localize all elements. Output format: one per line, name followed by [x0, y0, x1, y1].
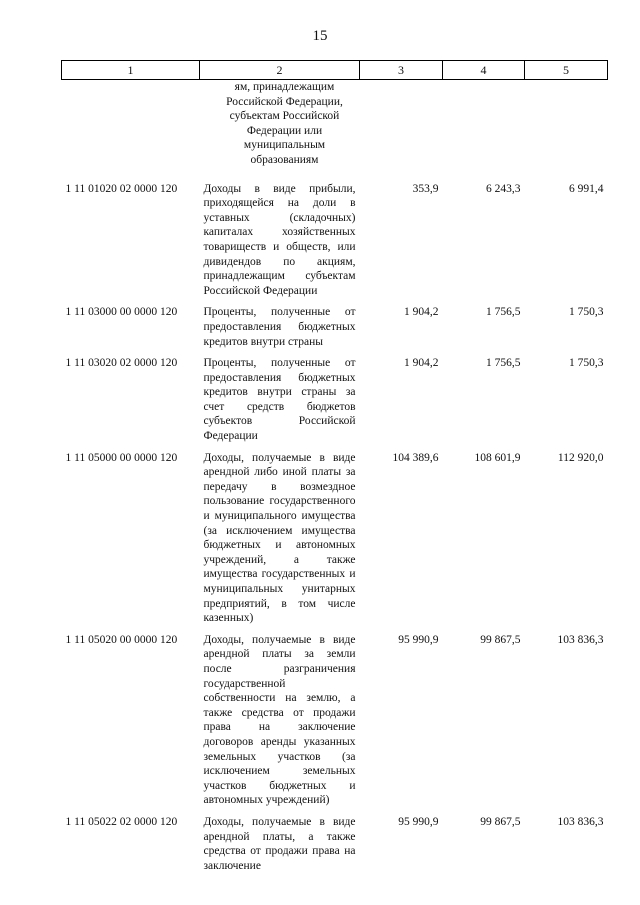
page-number: 15 — [312, 28, 328, 44]
row-code: 1 11 03020 02 0000 120 — [65, 357, 178, 370]
table-row — [62, 633, 608, 815]
row-description: Доходы, получаемые в виде арендной платы, а также средства от продажи права на заключение — [203, 815, 356, 872]
budget-revenue-table — [61, 60, 608, 880]
row-value-5: 103 836,3 — [557, 815, 604, 828]
header-column-2: 2 — [200, 61, 360, 80]
row-value-5: 112 920,0 — [557, 451, 604, 464]
header-column-4: 4 — [443, 61, 525, 80]
row-description: Проценты, полученные от предоставления бюджетных кредитов внутри страны — [203, 306, 356, 348]
table-row — [62, 815, 608, 880]
row-value-5: 1 750,3 — [569, 357, 604, 370]
row-value-5: 1 750,3 — [569, 306, 604, 319]
table-row — [62, 182, 608, 306]
row-value-5: 103 836,3 — [557, 633, 604, 646]
row-description: Доходы, получаемые в виде арендной платы за земли после разграничения государственной собственности на землю, а также средства от продажи права на заключение договоров аренды указанных земельных участков (за исключением земельных участков бюджетных и автономных учреждений) — [203, 633, 356, 807]
row-value-3: 353,9 — [412, 182, 439, 195]
row-value-3: 1 904,2 — [404, 357, 439, 370]
row-description: Доходы в виде прибыли, приходящейся на доли в уставных (складочных) капиталах хозяйственных товариществ и обществ, или дивидендов по акциям, принадлежащим субъектам Российской Федерации — [203, 182, 356, 297]
row-code: 1 11 05020 00 0000 120 — [65, 633, 178, 646]
row-description: ям, принадлежащим Российской Федерации, субъектам Российской Федерации или муниципальным образованиям — [226, 81, 343, 166]
row-value-3: 95 990,9 — [398, 633, 439, 646]
row-value-3: 104 389,6 — [392, 451, 439, 464]
row-value-4: 6 243,3 — [486, 182, 521, 195]
header-column-3: 3 — [360, 61, 443, 80]
row-value-4: 108 601,9 — [474, 451, 521, 464]
row-value-4: 1 756,5 — [486, 306, 521, 319]
row-code: 1 11 03000 00 0000 120 — [65, 306, 178, 319]
table-row — [62, 451, 608, 633]
row-code: 1 11 05022 02 0000 120 — [65, 815, 178, 828]
row-value-5: 6 991,4 — [569, 182, 604, 195]
row-value-4 — [443, 80, 525, 182]
row-value-5 — [525, 80, 608, 182]
row-description: Проценты, полученные от предоставления бюджетных кредитов внутри страны за счет средств бюджетов субъектов Российской Федерации — [203, 357, 356, 443]
row-value-4: 99 867,5 — [480, 633, 521, 646]
row-description: Доходы, получаемые в виде арендной либо иной платы за передачу в возмездное пользование государственного и муниципального имущества (за исключением имущества бюджетных и автономных учреждений, а также имущества государственных и муниципальных унитарных предприятий, в том числе казенных) — [203, 451, 356, 625]
table-row-continuation — [62, 80, 608, 182]
row-value-4: 1 756,5 — [486, 357, 521, 370]
row-value-3 — [360, 80, 443, 182]
row-code: 1 11 05000 00 0000 120 — [65, 451, 178, 464]
row-code: 1 11 01020 02 0000 120 — [65, 182, 178, 195]
table-row — [62, 356, 608, 451]
row-value-4: 99 867,5 — [480, 815, 521, 828]
header-column-1: 1 — [62, 61, 200, 80]
header-column-5: 5 — [525, 61, 608, 80]
row-code — [62, 80, 200, 182]
row-value-3: 95 990,9 — [398, 815, 439, 828]
table-row — [62, 305, 608, 356]
table-header-row — [62, 61, 608, 80]
row-value-3: 1 904,2 — [404, 306, 439, 319]
